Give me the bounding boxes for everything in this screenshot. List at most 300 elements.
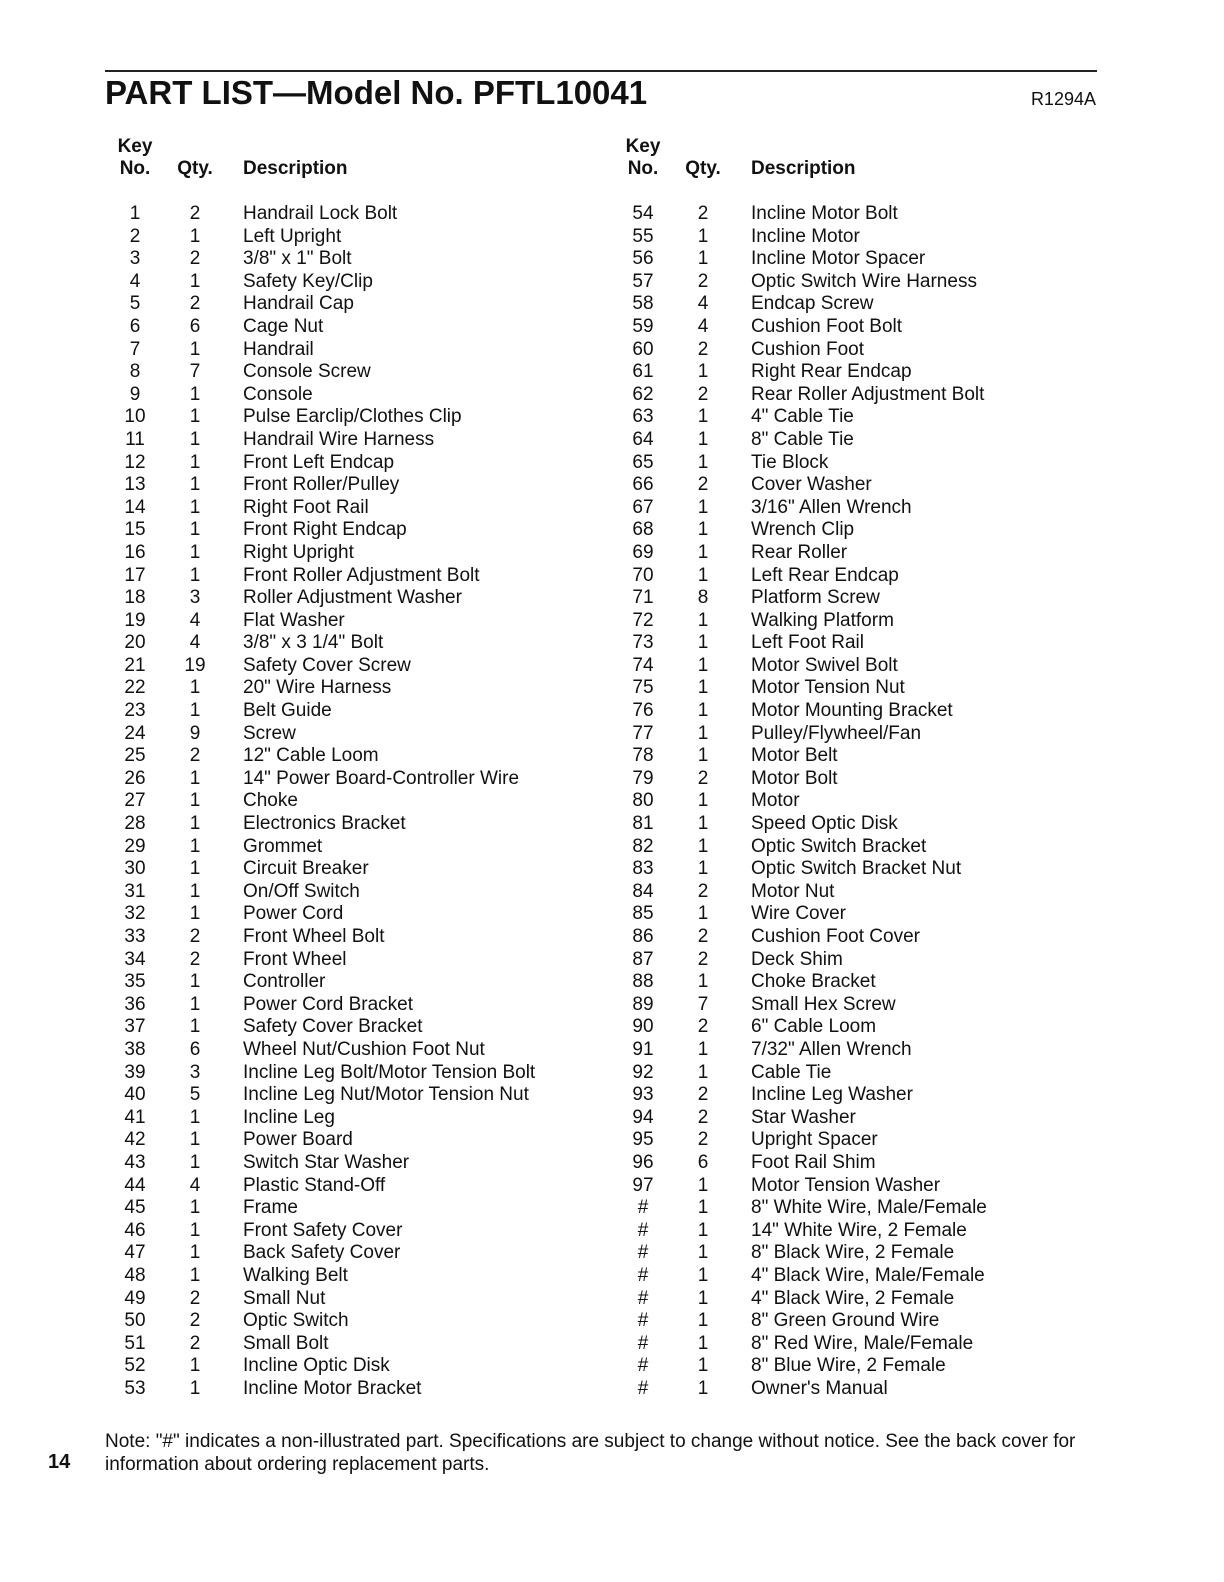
part-description: Foot Rail Shim <box>751 1151 876 1173</box>
part-key-no: # <box>637 1310 649 1332</box>
part-row <box>105 271 585 294</box>
part-qty: 1 <box>189 858 201 880</box>
part-key-no: # <box>637 1287 649 1309</box>
part-row <box>105 339 585 362</box>
part-row <box>105 474 585 497</box>
part-qty: 2 <box>697 926 709 947</box>
part-key-no: 53 <box>124 1377 146 1399</box>
part-key-no: 63 <box>632 406 654 428</box>
part-key-no: 16 <box>124 541 146 563</box>
page-title: PART LIST—Model No. PFTL10041 <box>105 74 648 111</box>
part-qty: 2 <box>697 474 709 496</box>
part-row <box>105 903 585 926</box>
part-row <box>105 248 585 271</box>
part-key-no: 88 <box>632 971 654 993</box>
part-qty: 1 <box>189 1377 201 1399</box>
header-rule <box>105 70 1097 72</box>
part-description: Pulley/Flywheel/Fan <box>751 722 922 744</box>
part-qty: 8 <box>697 587 709 609</box>
part-qty: 2 <box>189 926 201 947</box>
part-row <box>613 677 1093 700</box>
part-key-no: 71 <box>632 587 654 609</box>
part-row <box>105 790 585 813</box>
part-qty: 1 <box>697 1219 709 1241</box>
part-description: Deck Shim <box>751 948 843 970</box>
part-row <box>613 1242 1093 1265</box>
part-description: Optic Switch <box>243 1310 349 1332</box>
part-qty: 1 <box>697 1264 709 1286</box>
part-row <box>105 677 585 700</box>
part-description: Incline Optic Disk <box>243 1355 390 1377</box>
part-qty: 1 <box>697 428 709 450</box>
part-qty: 2 <box>697 1084 709 1106</box>
part-description: Speed Optic Disk <box>751 813 898 835</box>
part-qty: 1 <box>697 1310 709 1332</box>
part-description: Electronics Bracket <box>243 813 406 835</box>
part-description: Star Washer <box>751 1106 856 1128</box>
part-key-no: 26 <box>124 767 146 789</box>
part-qty: 2 <box>189 1287 201 1309</box>
part-row <box>613 203 1093 226</box>
part-row <box>613 497 1093 520</box>
part-row <box>105 723 585 746</box>
part-key-no: # <box>637 1264 649 1286</box>
part-row <box>105 406 585 429</box>
part-row <box>613 1265 1093 1288</box>
part-row <box>105 1378 585 1401</box>
document-code: R1294A <box>1030 89 1096 109</box>
part-key-no: 47 <box>124 1242 146 1264</box>
part-row <box>105 949 585 972</box>
part-qty: 1 <box>697 496 709 518</box>
part-description: 14" White Wire, 2 Female <box>751 1219 967 1241</box>
part-description: 4" Black Wire, Male/Female <box>751 1264 985 1286</box>
part-description: Incline Leg Nut/Motor Tension Nut <box>243 1084 529 1106</box>
part-description: Incline Motor Bracket <box>243 1377 422 1399</box>
part-key-no: 51 <box>124 1332 146 1354</box>
key-no-header: Key No. <box>625 136 661 179</box>
part-row <box>613 926 1093 949</box>
part-key-no: 79 <box>632 767 654 789</box>
part-qty: 1 <box>189 790 201 812</box>
part-description: Walking Platform <box>751 609 894 631</box>
part-description: Small Hex Screw <box>751 993 896 1015</box>
left-parts-list <box>105 203 585 1400</box>
part-row <box>613 700 1093 723</box>
part-description: Incline Motor Bolt <box>751 203 898 224</box>
part-key-no: 64 <box>632 428 654 450</box>
part-row <box>613 723 1093 746</box>
part-row <box>613 768 1093 791</box>
part-qty: 2 <box>189 1332 201 1354</box>
part-qty: 2 <box>697 383 709 405</box>
part-description: Front Right Endcap <box>243 519 407 541</box>
part-row <box>613 565 1093 588</box>
part-qty: 1 <box>697 903 709 925</box>
part-description: Safety Key/Clip <box>243 270 373 292</box>
part-key-no: 81 <box>632 813 654 835</box>
part-row <box>613 1039 1093 1062</box>
part-description: Incline Leg Bolt/Motor Tension Bolt <box>243 1061 536 1083</box>
part-row <box>105 926 585 949</box>
part-qty: 1 <box>697 1197 709 1219</box>
part-description: 8" Black Wire, 2 Female <box>751 1242 955 1264</box>
part-qty: 2 <box>697 203 709 224</box>
part-description: 3/8" x 3 1/4" Bolt <box>243 632 384 654</box>
part-description: 4" Cable Tie <box>751 406 854 428</box>
part-qty: 1 <box>697 813 709 835</box>
part-description: Cable Tie <box>751 1061 832 1083</box>
part-description: 8" Green Ground Wire <box>751 1310 940 1332</box>
part-key-no: 11 <box>125 428 145 450</box>
part-description: Small Bolt <box>243 1332 329 1354</box>
part-row <box>613 1355 1093 1378</box>
part-row <box>613 452 1093 475</box>
part-qty: 1 <box>697 677 709 699</box>
part-row <box>105 700 585 723</box>
part-description: Safety Cover Screw <box>243 654 411 676</box>
part-qty: 1 <box>697 1061 709 1083</box>
part-description: Wire Cover <box>751 903 847 925</box>
part-row <box>613 1333 1093 1356</box>
part-row <box>105 1220 585 1243</box>
part-key-no: 8 <box>129 361 141 383</box>
part-row <box>105 1175 585 1198</box>
part-qty: 1 <box>189 1151 201 1173</box>
part-row <box>105 1084 585 1107</box>
part-row <box>105 1355 585 1378</box>
part-key-no: 39 <box>124 1061 146 1083</box>
part-qty: 1 <box>697 835 709 857</box>
part-qty: 1 <box>189 1129 201 1151</box>
part-description: 6" Cable Loom <box>751 1016 877 1038</box>
part-row <box>613 836 1093 859</box>
part-key-no: 9 <box>129 383 141 405</box>
part-row <box>613 1378 1093 1401</box>
part-description: Walking Belt <box>243 1264 348 1286</box>
part-row <box>613 519 1093 542</box>
part-description: Motor Bolt <box>751 767 838 789</box>
part-description: Cover Washer <box>751 474 872 496</box>
part-description: 14" Power Board-Controller Wire <box>243 767 520 789</box>
part-description: Console <box>243 383 313 405</box>
part-key-no: 62 <box>632 383 654 405</box>
part-qty: 2 <box>189 745 201 767</box>
part-description: Motor <box>751 790 800 812</box>
part-qty: 2 <box>697 880 709 902</box>
part-description: Screw <box>243 722 296 744</box>
part-qty: 1 <box>189 1197 201 1219</box>
part-qty: 1 <box>697 1242 709 1264</box>
part-row <box>105 1016 585 1039</box>
part-description: Cage Nut <box>243 315 324 337</box>
part-qty: 6 <box>189 315 201 337</box>
part-key-no: 97 <box>632 1174 654 1196</box>
part-key-no: 87 <box>632 948 654 970</box>
part-qty: 1 <box>697 971 709 993</box>
part-key-no: 72 <box>632 609 654 631</box>
part-description: Right Upright <box>243 541 354 563</box>
part-key-no: 35 <box>124 971 146 993</box>
part-row <box>105 542 585 565</box>
part-description: Incline Motor <box>751 225 860 247</box>
part-description: Choke <box>243 790 298 812</box>
part-description: 4" Black Wire, 2 Female <box>751 1287 955 1309</box>
part-row <box>613 474 1093 497</box>
part-row <box>105 1107 585 1130</box>
part-qty: 1 <box>189 519 201 541</box>
part-row <box>613 994 1093 1017</box>
part-row <box>613 610 1093 633</box>
part-row <box>105 881 585 904</box>
key-no-header: Key No. <box>117 136 153 179</box>
part-qty: 1 <box>697 1377 709 1399</box>
part-qty: 6 <box>697 1151 709 1173</box>
part-row <box>105 429 585 452</box>
part-description: Switch Star Washer <box>243 1151 410 1173</box>
part-qty: 1 <box>697 361 709 383</box>
part-qty: 9 <box>189 722 201 744</box>
part-key-no: 83 <box>632 858 654 880</box>
part-row <box>613 790 1093 813</box>
part-description: 7/32" Allen Wrench <box>751 1038 912 1060</box>
part-qty: 7 <box>189 361 201 383</box>
part-qty: 1 <box>189 564 201 586</box>
part-row <box>105 293 585 316</box>
part-key-no: 85 <box>632 903 654 925</box>
part-description: Front Wheel <box>243 948 347 970</box>
part-qty: 1 <box>189 383 201 405</box>
part-key-no: 4 <box>129 270 141 292</box>
part-key-no: 49 <box>124 1287 146 1309</box>
part-row <box>105 519 585 542</box>
part-row <box>105 971 585 994</box>
part-key-no: 60 <box>632 338 654 360</box>
part-row <box>613 1062 1093 1085</box>
part-qty: 3 <box>189 1061 201 1083</box>
part-key-no: # <box>637 1242 649 1264</box>
part-qty: 4 <box>697 315 709 337</box>
part-key-no: # <box>637 1355 649 1377</box>
part-description: Pulse Earclip/Clothes Clip <box>243 406 462 428</box>
part-key-no: 6 <box>129 315 141 337</box>
part-description: Controller <box>243 971 326 993</box>
part-qty: 1 <box>697 519 709 541</box>
part-description: 20" Wire Harness <box>243 677 392 699</box>
part-row <box>105 745 585 768</box>
part-key-no: 59 <box>632 315 654 337</box>
qty-header: Qty. <box>685 158 721 179</box>
part-row <box>613 1152 1093 1175</box>
part-key-no: 77 <box>632 722 654 744</box>
part-key-no: 20 <box>124 632 146 654</box>
part-row <box>105 316 585 339</box>
part-key-no: 58 <box>632 293 654 315</box>
part-key-no: 31 <box>124 880 146 902</box>
part-key-no: 5 <box>129 293 141 315</box>
part-row <box>613 1016 1093 1039</box>
part-description: Left Foot Rail <box>751 632 864 654</box>
description-header: Description <box>243 158 348 179</box>
part-row <box>613 293 1093 316</box>
part-description: Right Rear Endcap <box>751 361 912 383</box>
part-description: 3/8" x 1" Bolt <box>243 248 352 270</box>
part-description: Console Screw <box>243 361 371 383</box>
part-qty: 1 <box>697 1355 709 1377</box>
part-row <box>613 248 1093 271</box>
part-description: Roller Adjustment Washer <box>243 587 462 609</box>
part-row <box>613 271 1093 294</box>
part-qty: 1 <box>697 225 709 247</box>
part-key-no: 74 <box>632 654 654 676</box>
qty-header: Qty. <box>177 158 213 179</box>
part-description: Upright Spacer <box>751 1129 878 1151</box>
part-key-no: 95 <box>632 1129 654 1151</box>
part-key-no: 73 <box>632 632 654 654</box>
part-description: 8" Cable Tie <box>751 428 854 450</box>
part-row <box>105 1288 585 1311</box>
part-description: Power Cord <box>243 903 344 925</box>
part-description: 3/16" Allen Wrench <box>751 496 912 518</box>
part-description: Owner's Manual <box>751 1377 888 1399</box>
part-description: Optic Switch Bracket Nut <box>751 858 962 880</box>
part-description: Front Wheel Bolt <box>243 926 385 947</box>
part-row <box>613 881 1093 904</box>
part-description: Motor Tension Washer <box>751 1174 941 1196</box>
part-key-no: 23 <box>124 700 146 722</box>
part-row <box>105 632 585 655</box>
part-key-no: 38 <box>124 1038 146 1060</box>
part-key-no: 56 <box>632 248 654 270</box>
part-description: Motor Belt <box>751 745 838 767</box>
part-qty: 1 <box>189 835 201 857</box>
part-key-no: 25 <box>124 745 146 767</box>
part-row <box>613 1288 1093 1311</box>
part-qty: 5 <box>189 1084 201 1106</box>
part-qty: 2 <box>189 1310 201 1332</box>
part-key-no: 84 <box>632 880 654 902</box>
part-key-no: 27 <box>124 790 146 812</box>
part-row <box>613 226 1093 249</box>
part-description: Wheel Nut/Cushion Foot Nut <box>243 1038 485 1060</box>
part-row <box>105 1333 585 1356</box>
part-qty: 2 <box>697 338 709 360</box>
part-row <box>613 1107 1093 1130</box>
part-row <box>105 1310 585 1333</box>
part-key-no: 28 <box>124 813 146 835</box>
part-key-no: 70 <box>632 564 654 586</box>
part-key-no: 76 <box>632 700 654 722</box>
part-row <box>613 1129 1093 1152</box>
part-row <box>613 1310 1093 1333</box>
part-row <box>613 1084 1093 1107</box>
part-key-no: 89 <box>632 993 654 1015</box>
part-qty: 1 <box>697 1038 709 1060</box>
part-description: Safety Cover Bracket <box>243 1016 423 1038</box>
part-key-no: # <box>637 1197 649 1219</box>
part-row <box>105 858 585 881</box>
part-row <box>613 903 1093 926</box>
part-qty: 1 <box>697 564 709 586</box>
part-key-no: 57 <box>632 270 654 292</box>
part-description: Motor Mounting Bracket <box>751 700 953 722</box>
part-key-no: 55 <box>632 225 654 247</box>
part-description: Incline Motor Spacer <box>751 248 926 270</box>
description-header: Description <box>751 158 856 179</box>
part-row <box>105 452 585 475</box>
part-key-no: # <box>637 1332 649 1354</box>
part-key-no: 7 <box>129 338 141 360</box>
part-description: 8" Red Wire, Male/Female <box>751 1332 974 1354</box>
part-qty: 2 <box>189 203 201 224</box>
part-key-no: 48 <box>124 1264 146 1286</box>
part-row <box>613 542 1093 565</box>
part-row <box>613 813 1093 836</box>
part-description: Front Roller Adjustment Bolt <box>243 564 480 586</box>
part-row <box>105 1062 585 1085</box>
part-row <box>105 226 585 249</box>
part-row <box>613 587 1093 610</box>
part-key-no: 69 <box>632 541 654 563</box>
part-qty: 1 <box>189 880 201 902</box>
part-description: Power Cord Bracket <box>243 993 414 1015</box>
part-description: Optic Switch Bracket <box>751 835 927 857</box>
part-key-no: 30 <box>124 858 146 880</box>
part-qty: 4 <box>189 1174 201 1196</box>
part-row <box>613 1175 1093 1198</box>
part-key-no: 40 <box>124 1084 146 1106</box>
part-key-no: 45 <box>124 1197 146 1219</box>
part-key-no: 61 <box>632 361 654 383</box>
part-row <box>105 813 585 836</box>
part-description: Optic Switch Wire Harness <box>751 270 977 292</box>
part-qty: 2 <box>189 248 201 270</box>
part-qty: 4 <box>189 632 201 654</box>
part-qty: 1 <box>697 541 709 563</box>
part-qty: 2 <box>697 767 709 789</box>
part-qty: 2 <box>697 1016 709 1038</box>
part-qty: 1 <box>697 1174 709 1196</box>
part-qty: 1 <box>697 1287 709 1309</box>
part-key-no: 92 <box>632 1061 654 1083</box>
part-qty: 3 <box>189 587 201 609</box>
part-key-no: 43 <box>124 1151 146 1173</box>
part-qty: 6 <box>189 1038 201 1060</box>
part-description: Belt Guide <box>243 700 332 722</box>
part-qty: 2 <box>697 1106 709 1128</box>
part-qty: 1 <box>697 858 709 880</box>
part-description: Left Rear Endcap <box>751 564 899 586</box>
page-number: 14 <box>48 1451 71 1473</box>
part-row <box>613 384 1093 407</box>
part-row <box>105 994 585 1017</box>
part-key-no: # <box>637 1219 649 1241</box>
part-description: Flat Washer <box>243 609 345 631</box>
part-qty: 2 <box>189 948 201 970</box>
part-row <box>613 316 1093 339</box>
part-qty: 1 <box>189 971 201 993</box>
part-row <box>105 610 585 633</box>
part-qty: 1 <box>189 993 201 1015</box>
part-description: Grommet <box>243 835 323 857</box>
part-qty: 1 <box>189 700 201 722</box>
part-key-no: 41 <box>124 1106 146 1128</box>
part-description: Frame <box>243 1197 298 1219</box>
footer-note: Note: "#" indicates a non-illustrated part. Specifications are subject to change without notice. See the back cover for information about ordering replacement parts. <box>105 1431 1076 1475</box>
part-key-no: 82 <box>632 835 654 857</box>
part-key-no: 17 <box>124 564 146 586</box>
part-row <box>613 406 1093 429</box>
